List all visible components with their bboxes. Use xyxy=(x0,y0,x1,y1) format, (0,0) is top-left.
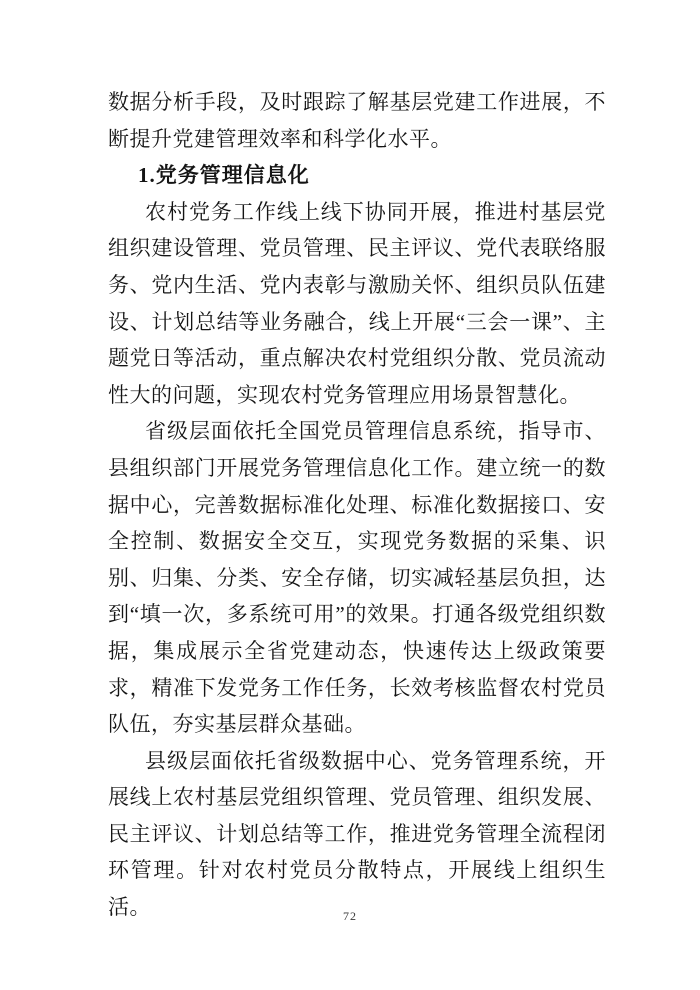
paragraph: 农村党务工作线上线下协同开展，推进村基层党组织建设管理、党员管理、民主评议、党代表联络服务、党内生活、党内表彰与激励关怀、组织员队伍建设、计划总结等业务融合，线上开展“三会一课”、主题党日等活动，重点解决农村党组织分散、党员流动性大的问题，实现农村党务管理应用场景智慧化。 xyxy=(108,199,606,407)
paragraph: 县级层面依托省级数据中心、党务管理系统，开展线上农村基层党组织管理、党员管理、组织发展、民主评议、计划总结等工作，推进党务管理全流程闭环管理。针对农村党员分散特点，开展线上组织生活。 xyxy=(108,748,606,920)
section-heading: 1.党务管理信息化 xyxy=(138,163,310,188)
paragraph: 省级层面依托全国党员管理信息系统，指导市、县组织部门开展党务管理信息化工作。建立统一的数据中心，完善数据标准化处理、标准化数据接口、安全控制、数据安全交互，实现党务数据的采集、识别、归集、分类、安全存储，切实减轻基层负担，达到“填一次，多系统可用”的效果。打通各级党组织数据，集成展示全省党建动态，快速传达上级政策要求，精准下发党务工作任务，长效考核监督农村党员队伍，夯实基层群众基础。 xyxy=(108,419,606,737)
page-number: 72 xyxy=(343,909,357,923)
text-body xyxy=(108,84,606,926)
paragraph-continuation: 数据分析手段，及时跟踪了解基层党建工作进展，不断提升党建管理效率和科学化水平。 xyxy=(108,90,606,151)
